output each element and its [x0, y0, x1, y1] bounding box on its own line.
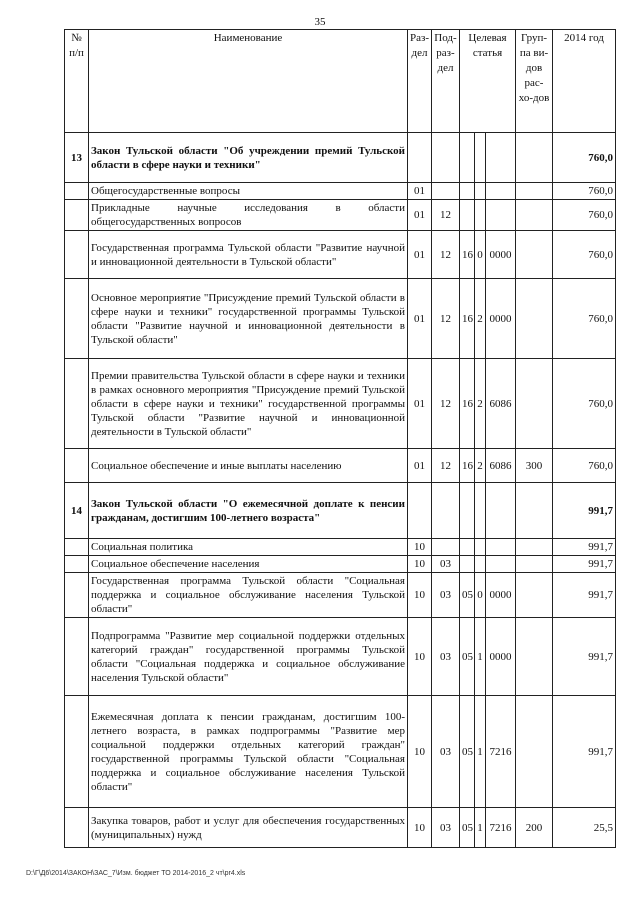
row-expense-group: 300: [516, 449, 553, 483]
row-number: [65, 359, 89, 449]
row-number: [65, 449, 89, 483]
row-expense-group: [516, 483, 553, 539]
row-target-subprogram: 1: [475, 618, 486, 696]
row-amount: 760,0: [553, 133, 616, 183]
row-subsection: 03: [432, 573, 460, 618]
row-name: Социальная политика: [89, 539, 408, 556]
row-target-program: 05: [460, 573, 475, 618]
table-row: [65, 359, 616, 449]
row-section: 01: [408, 200, 432, 231]
row-target-subprogram: 1: [475, 696, 486, 808]
row-target-program: 16: [460, 449, 475, 483]
row-amount: 991,7: [553, 573, 616, 618]
row-target-subprogram: 2: [475, 449, 486, 483]
row-name: Закон Тульской области "О ежемесячной доплате к пенсии гражданам, достигшим 100-летнего возраста": [89, 483, 408, 539]
row-expense-group: [516, 539, 553, 556]
table-body: [65, 133, 616, 848]
table-row: [65, 573, 616, 618]
row-target-program: 16: [460, 279, 475, 359]
file-path-footer: D:\Г\Д6\2014\ЗАКОН\ЗАС_7\Изм. бюджет ТО 2014-2016_2 чт\pr4.xls: [26, 870, 246, 877]
row-subsection: 03: [432, 556, 460, 573]
row-target-code: 0000: [486, 573, 516, 618]
row-subsection: 03: [432, 618, 460, 696]
row-subsection: 12: [432, 200, 460, 231]
row-name: Государственная программа Тульской области "Социальная поддержка и социальное обслуживание населения Тульской области": [89, 573, 408, 618]
row-section: [408, 483, 432, 539]
row-number: [65, 183, 89, 200]
row-target-code: [486, 539, 516, 556]
row-target-code: 6086: [486, 359, 516, 449]
header-year: 2014 год: [553, 30, 616, 133]
row-section: 10: [408, 556, 432, 573]
table-row: [65, 200, 616, 231]
row-amount: 760,0: [553, 359, 616, 449]
row-amount: 991,7: [553, 556, 616, 573]
row-target-code: [486, 183, 516, 200]
row-subsection: 12: [432, 231, 460, 279]
row-number: 14: [65, 483, 89, 539]
row-section: [408, 133, 432, 183]
row-target-subprogram: 1: [475, 808, 486, 848]
row-expense-group: [516, 133, 553, 183]
row-subsection: 12: [432, 449, 460, 483]
row-amount: 760,0: [553, 183, 616, 200]
row-amount: 991,7: [553, 539, 616, 556]
row-name: Социальное обеспечение населения: [89, 556, 408, 573]
row-name: Закон Тульской области "Об учреждении премий Тульской области в сфере науки и техники": [89, 133, 408, 183]
row-target-program: [460, 133, 475, 183]
row-target-subprogram: 2: [475, 279, 486, 359]
page-number: 35: [314, 16, 326, 28]
row-amount: 760,0: [553, 279, 616, 359]
row-amount: 991,7: [553, 696, 616, 808]
row-target-program: [460, 183, 475, 200]
row-section: 01: [408, 183, 432, 200]
law-row: [65, 133, 616, 183]
row-subsection: 03: [432, 696, 460, 808]
row-amount: 991,7: [553, 483, 616, 539]
row-target-program: 05: [460, 618, 475, 696]
row-target-program: 16: [460, 231, 475, 279]
row-target-code: 0000: [486, 618, 516, 696]
row-expense-group: [516, 359, 553, 449]
header-num: № п/п: [65, 30, 89, 133]
law-row: [65, 483, 616, 539]
row-number: [65, 539, 89, 556]
row-expense-group: [516, 200, 553, 231]
row-expense-group: [516, 573, 553, 618]
header-target: Целевая статья: [460, 30, 516, 133]
table-header-row: [65, 30, 616, 133]
header-group: Груп-па ви-дов рас-хо-дов: [516, 30, 553, 133]
row-target-code: 0000: [486, 279, 516, 359]
row-target-code: 6086: [486, 449, 516, 483]
row-target-code: [486, 483, 516, 539]
row-expense-group: 200: [516, 808, 553, 848]
row-name: Ежемесячная доплата к пенсии гражданам, достигшим 100-летнего возраста, в рамках подпрограммы "Развитие мер социальной поддержки отдельных категорий граждан" государственной программы Тульской области "Социальная поддержка и социальное обслуживание населения Тульской области": [89, 696, 408, 808]
row-target-subprogram: [475, 539, 486, 556]
row-amount: 991,7: [553, 618, 616, 696]
row-subsection: [432, 483, 460, 539]
table-row: [65, 808, 616, 848]
table-row: [65, 279, 616, 359]
header-subsection: Под-раз-дел: [432, 30, 460, 133]
row-target-code: [486, 200, 516, 231]
row-section: 10: [408, 696, 432, 808]
row-subsection: 12: [432, 359, 460, 449]
row-expense-group: [516, 279, 553, 359]
row-target-program: 05: [460, 808, 475, 848]
row-amount: 760,0: [553, 231, 616, 279]
row-target-program: [460, 539, 475, 556]
row-expense-group: [516, 183, 553, 200]
row-section: 01: [408, 231, 432, 279]
row-name: Прикладные научные исследования в области общегосударственных вопросов: [89, 200, 408, 231]
row-amount: 760,0: [553, 449, 616, 483]
table-row: [65, 618, 616, 696]
row-target-subprogram: [475, 183, 486, 200]
row-amount: 25,5: [553, 808, 616, 848]
row-target-code: 0000: [486, 231, 516, 279]
row-target-subprogram: 0: [475, 231, 486, 279]
row-expense-group: [516, 618, 553, 696]
row-name: Общегосударственные вопросы: [89, 183, 408, 200]
row-name: Социальное обеспечение и иные выплаты населению: [89, 449, 408, 483]
row-subsection: [432, 539, 460, 556]
row-target-code: [486, 556, 516, 573]
header-section: Раз-дел: [408, 30, 432, 133]
row-name: Подпрограмма "Развитие мер социальной поддержки отдельных категорий граждан" государственной программы Тульской области "Социальная поддержка и социальное обслуживание населения Тульской области": [89, 618, 408, 696]
row-subsection: [432, 183, 460, 200]
row-name: Основное мероприятие "Присуждение премий Тульской области в сфере науки и техники" государственной программы Тульской области "Развитие научной и инновационной деятельности в Тульской области": [89, 279, 408, 359]
row-number: [65, 556, 89, 573]
row-section: 10: [408, 539, 432, 556]
budget-table: [64, 29, 616, 848]
row-target-program: 05: [460, 696, 475, 808]
row-number: [65, 231, 89, 279]
row-name: Закупка товаров, работ и услуг для обеспечения государственных (муниципальных) нужд: [89, 808, 408, 848]
row-target-subprogram: [475, 200, 486, 231]
row-target-code: 7216: [486, 808, 516, 848]
row-target-program: 16: [460, 359, 475, 449]
table-row: [65, 231, 616, 279]
header-name: Наименование: [89, 30, 408, 133]
row-name: Государственная программа Тульской области "Развитие научной и инновационной деятельности в Тульской области": [89, 231, 408, 279]
row-section: 10: [408, 573, 432, 618]
row-expense-group: [516, 556, 553, 573]
row-section: 01: [408, 279, 432, 359]
row-target-program: [460, 200, 475, 231]
row-target-code: [486, 133, 516, 183]
row-section: 10: [408, 808, 432, 848]
table-row: [65, 556, 616, 573]
row-number: [65, 696, 89, 808]
row-number: [65, 279, 89, 359]
row-number: [65, 808, 89, 848]
row-target-code: 7216: [486, 696, 516, 808]
row-subsection: [432, 133, 460, 183]
table-row: [65, 183, 616, 200]
row-expense-group: [516, 231, 553, 279]
row-number: [65, 573, 89, 618]
row-number: 13: [65, 133, 89, 183]
row-amount: 760,0: [553, 200, 616, 231]
table-row: [65, 449, 616, 483]
row-expense-group: [516, 696, 553, 808]
row-target-program: [460, 483, 475, 539]
row-section: 01: [408, 359, 432, 449]
row-section: 10: [408, 618, 432, 696]
row-number: [65, 200, 89, 231]
table-row: [65, 696, 616, 808]
row-target-subprogram: [475, 483, 486, 539]
row-target-subprogram: 0: [475, 573, 486, 618]
row-section: 01: [408, 449, 432, 483]
row-target-subprogram: [475, 133, 486, 183]
row-subsection: 12: [432, 279, 460, 359]
row-target-subprogram: [475, 556, 486, 573]
row-target-program: [460, 556, 475, 573]
table-row: [65, 539, 616, 556]
row-number: [65, 618, 89, 696]
row-name: Премии правительства Тульской области в сфере науки и техники в рамках основного мероприятия "Присуждение премий Тульской области в сфере науки и техники" государственной программы Тульской области "Развитие научной и инновационной деятельности в Тульской области": [89, 359, 408, 449]
row-target-subprogram: 2: [475, 359, 486, 449]
row-subsection: 03: [432, 808, 460, 848]
